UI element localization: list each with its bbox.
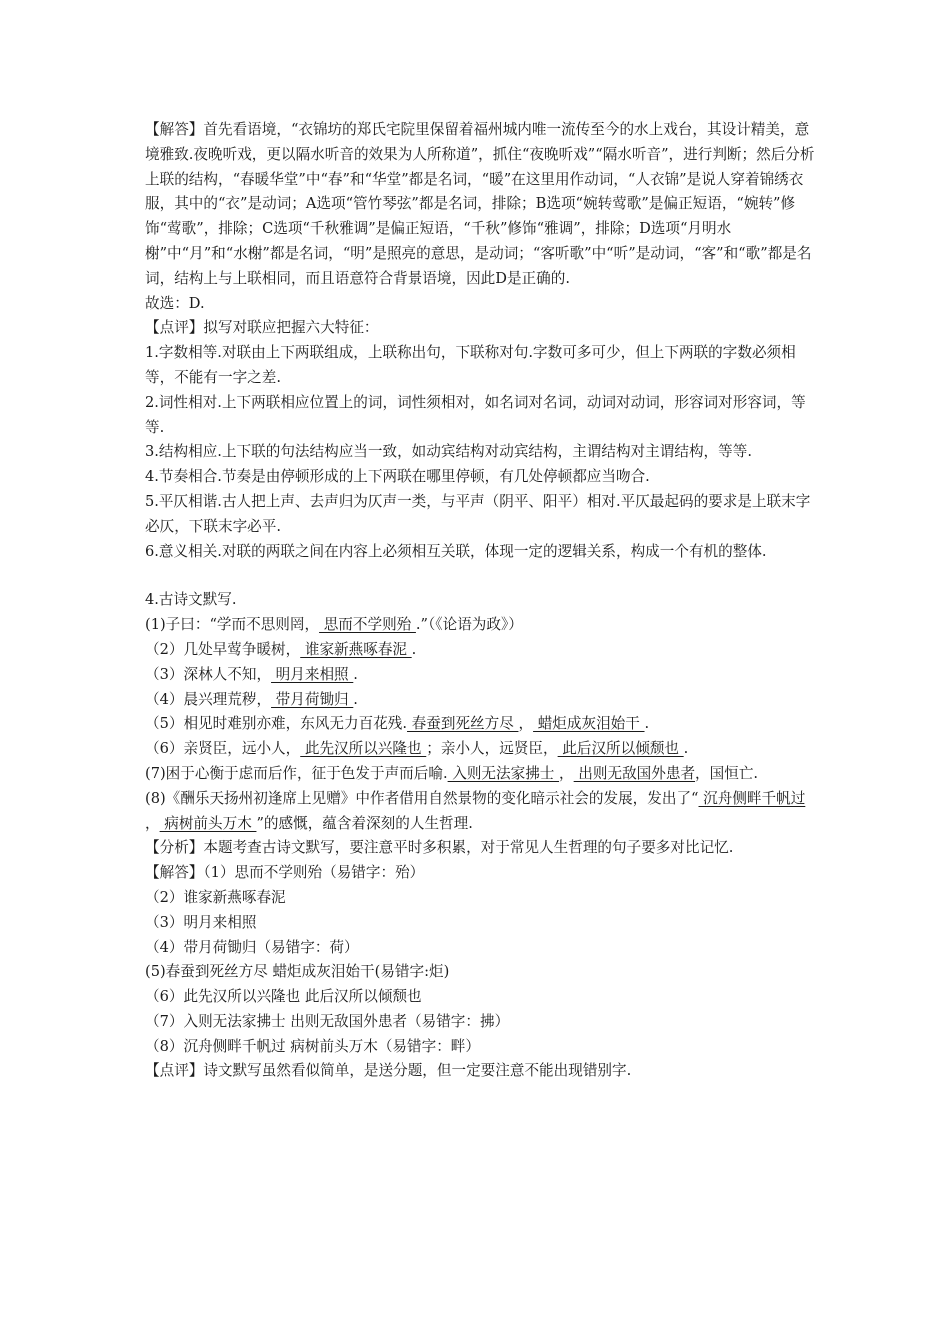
fill-answer: 出则无敌国外患者 [573,764,696,782]
fill-answer: 春蚕到死丝方尽 [407,715,519,733]
fill-answer: 明月来相照 [271,665,354,683]
fill-answer: 此先汉所以兴隆也 [300,740,427,758]
answer-line: （3）明月来相照 [145,913,257,931]
question-item: （6）亲贤臣，远小人， 此先汉所以兴隆也 ；亲小人，远贤臣， 此后汉所以倾颓也 . [145,740,689,758]
answer-line: （7）入则无法家拂士 出则无敌国外患者（易错字：拂） [145,1012,510,1030]
answer-line: （6）此先汉所以兴隆也 此后汉所以倾颓也 [145,988,422,1006]
question-item: （3）深林人不知， 明月来相照 . [145,665,358,683]
fill-answer: 谁家新燕啄春泥 [300,640,412,658]
question-item: （5）相见时难别亦难，东风无力百花残. 春蚕到死丝方尽 ， 蜡炬成灰泪始干 . [145,715,650,733]
comment-point: 4.节奏相合.节奏是由停顿形成的上下两联在哪里停顿，有几处停顿都应当吻合. [145,468,650,486]
answer-line: （2）谁家新燕啄春泥 [145,888,286,906]
question-item: (1)子曰：“学而不思则罔， 思而不学则殆 .”（《论语为政》） [145,616,523,634]
fill-answer: 沉舟侧畔千帆过 [698,789,806,807]
question-item: （4）晨兴理荒秽， 带月荷锄归 . [145,690,358,708]
question-item: (7)困于心衡于虑而后作，征于色发于声而后喻. 入则无法家拂士 ， 出则无敌国外患者，国恒亡. [145,764,759,782]
fill-answer: 入则无法家拂士 [447,764,560,782]
answer-line: （4）带月荷锄归（易错字：荷） [145,938,359,956]
question-title: 4.古诗文默写. [145,591,237,609]
question-item: (8)《酬乐天扬州初逢席上见赠》中作者借用自然景物的变化暗示社会的发展，发出了“ 沉舟侧畔千帆过 ， 病树前头万木 ”的感慨，蕴含着深刻的人生哲理. [145,789,806,832]
answer-choice: 故选：D. [145,294,205,312]
answer-line: （8）沉舟侧畔千帆过 病树前头万木（易错字：畔） [145,1037,480,1055]
comment-point: 6.意义相关.对联的两联之间在内容上必须相互关联，体现一定的逻辑关系，构成一个有机的整体. [145,542,767,560]
fill-answer: 病树前头万木 [159,814,257,832]
section-gap [145,564,815,588]
comment-point: 5.平仄相谐.古人把上声、去声归为仄声一类，与平声（阴平、阳平）相对.平仄最起码的要求是上联末字必仄，下联末字必平. [145,492,811,535]
comment-point: 1.字数相等.对联由上下两联组成，上联称出句，下联称对句.字数可多可少，但上下两联的字数必须相等，不能有一字之差. [145,344,796,386]
comment-point: 3.结构相应.上下联的句法结构应当一致，如动宾结构对动宾结构，主谓结构对主谓结构，等等. [145,443,752,461]
question-item: （2）几处早莺争暖树， 谁家新燕啄春泥 . [145,640,417,658]
answer-analysis: 【解答】首先看语境，“衣锦坊的郑氏宅院里保留着福州城内唯一流传至今的水上戏台，其设计精美，意境雅致.夜晚听戏，更以隔水听音的效果为人所称道”，抓住“夜晚听戏”“隔水听音”，进行判断；然后分析上联的结构，“春暖华堂”中“春”和“华堂”都是名词，“暖”在这里用作动词，“人衣锦”是说人穿着锦绣衣服，其中的“衣”是动词；A选项“管竹琴弦”都是名词，排除；B选项“婉转莺歌”是偏正短语，“婉转”修饰“莺歌”，排除；C选项“千秋雅调”是偏正短语，“千秋”修饰“雅调”，排除；D选项“月明水榭”中“月”和“水榭”都是名词，“明”是照亮的意思，是动词；“客听歌”中“听”是动词，“客”和“歌”都是名词，结构上与上联相同，而且语意符合背景语境，因此D是正确的. [145,121,815,287]
fill-answer: 思而不学则殆 [319,616,416,634]
comment-paragraph: 【点评】诗文默写虽然看似简单，是送分题，但一定要注意不能出现错别字. [145,1062,632,1080]
fill-answer: 蜡炬成灰泪始干 [533,715,645,733]
fill-answer: 此后汉所以倾颓也 [557,740,684,758]
comment-point: 2.词性相对.上下两联相应位置上的词，词性须相对，如名词对名词，动词对动词，形容词对形容词，等等. [145,393,806,436]
answer-line: (5)春蚕到死丝方尽 蜡炬成灰泪始干(易错字:炬) [145,963,450,981]
comment-heading: 【点评】拟写对联应把握六大特征： [145,319,379,337]
analysis-paragraph: 【分析】本题考查古诗文默写，要注意平时多积累，对于常见人生哲理的句子要多对比记忆. [145,839,734,857]
document-page [145,118,815,1084]
fill-answer: 带月荷锄归 [271,690,354,708]
answer-line: 【解答】（1）思而不学则殆（易错字：殆） [145,864,425,882]
